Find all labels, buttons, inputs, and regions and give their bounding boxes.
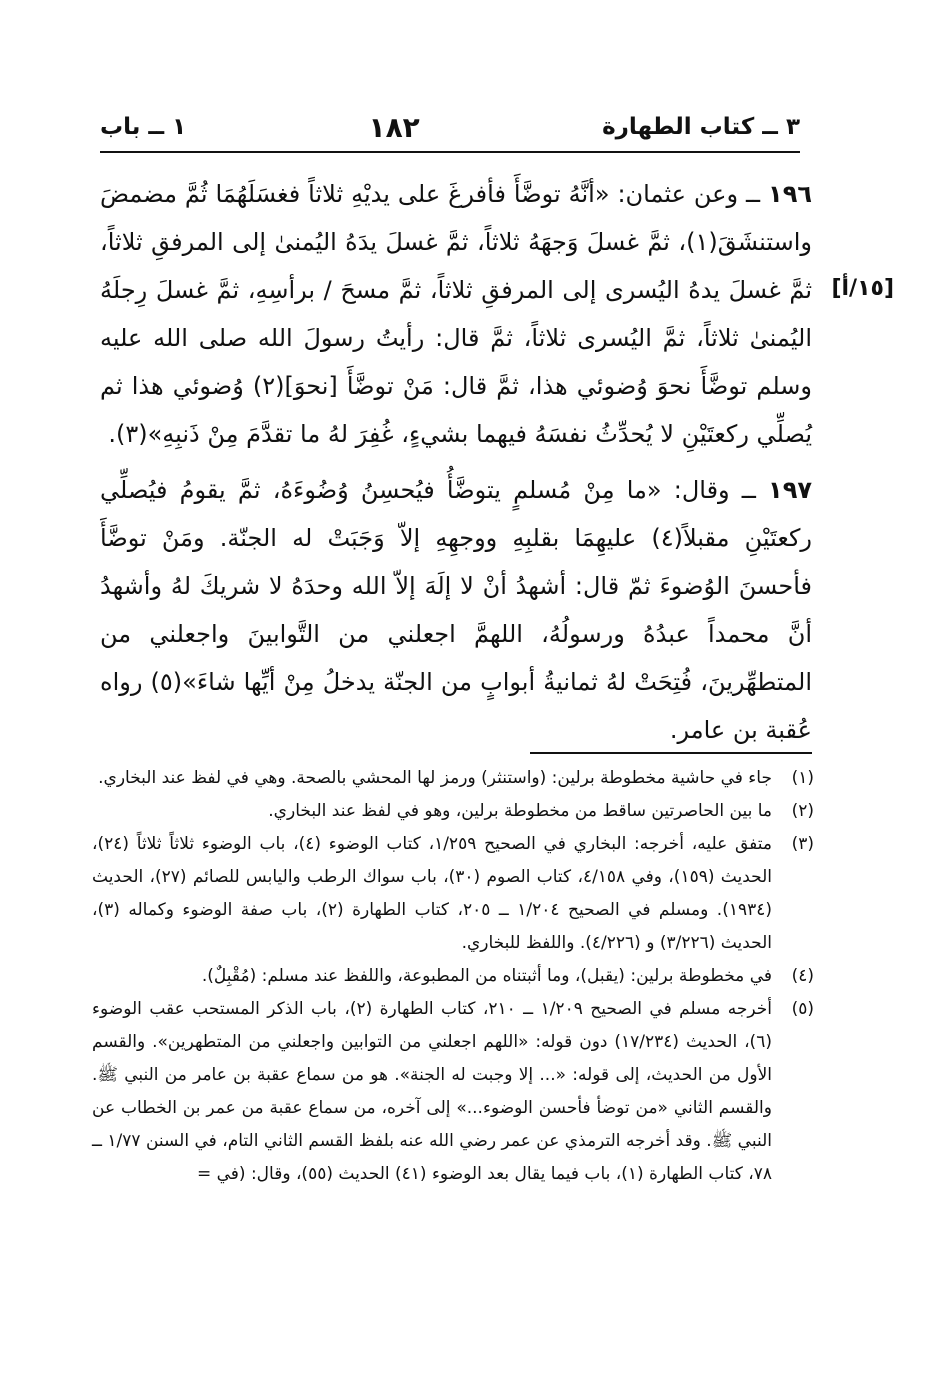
hadith-text: ــ وعن عثمان: «أنَّهُ توضَّأَ فأفرغَ على يديْهِ ثلاثاً فغسَلَهُمَا ثُمَّ مضمضَ واستنشَقَ(١)، ثمَّ غسلَ وَجهَهُ ثلاثاً، ثمَّ غسلَ يدَهُ اليُمنىٰ إلى المرفقِ ثلاثاً، ثمَّ غسلَ يدهُ اليُسرى إلى المرفقِ ثلاثاً، ثمَّ مسحَ / برأسِهِ، ثمَّ غسلَ رِجلَهُ اليُمنىٰ ثلاثاً، ثمَّ اليُسرى ثلاثاً، ثمَّ قال: رأيتُ رسولَ الله صلى الله عليه وسلم توضَّأَ نحوَ وُضوئي هذا، ثمَّ قال: مَنْ توضَّأَ [نحوَ](٢) وُضوئي هذا ثم يُصلِّي ركعتَيْنِ لا يُحدِّثُ نفسَهُ فيهما بشيءٍ، غُفِرَ لهُ ما تقدَّمَ مِنْ ذَنبِهِ»(٣). — [100, 180, 813, 448]
footnote-1 — [92, 762, 814, 795]
page-number: ١٨٢ — [368, 110, 420, 144]
header-divider — [100, 151, 800, 153]
footnote-number: (٤) — [791, 966, 814, 986]
footnote-2 — [92, 795, 814, 828]
footnote-number: (١) — [791, 768, 814, 788]
running-header — [100, 108, 800, 146]
footnote-number: (٣) — [791, 834, 814, 854]
hadith-text: ــ وقال: «ما مِنْ مُسلمٍ يتوضَّأُ فيُحسِنُ وُضُوءَهُ، ثمَّ يقومُ فيُصلِّي ركعتَيْنِ مقبلاً(٤) عليهِمَا بقلبِهِ ووجهِهِ إلاّ وَجَبَتْ له الجنّة. ومَنْ توضَّأَ فأحسنَ الوُضوءَ ثمّ قال: أشهدُ أنْ لا إلَهَ إلاّ الله وحدَهُ لا شريكَ لهُ وأشهدُ أنَّ محمداً عبدُهُ ورسولُهُ، اللهمَّ اجعلني من التَّوابينَ واجعلني من المتطهِّرينَ، فُتِحَتْ لهُ ثمانيةُ أبوابٍ من الجنّة يدخلُ مِنْ أيِّها شاءَ»(٥) رواه عُقبة بن عامر. — [100, 476, 812, 744]
footnote-4 — [92, 960, 814, 993]
hadith-196 — [100, 170, 812, 458]
hadith-number: ١٩٦ — [768, 180, 812, 208]
footnote-text: أخرجه مسلم في الصحيح ١/٢٠٩ ــ ٢١٠، كتاب الطهارة (٢)، باب الذكر المستحب عقب الوضوء (٦)، الحديث (١٧/٢٣٤) دون قوله: «اللهم اجعلني من التوابين واجعلني من المتطهرين». والقسم الأول من الحديث، إلى قوله: «... إلا وجبت له الجنة». هو من سماع عقبة بن عامر من النبي ﷺ. والقسم الثاني «من توضأ فأحسن الوضوء...» إلى آخره، من سماع عقبة من عمر بن الخطاب عن النبي ﷺ. وقد أخرجه الترمذي عن عمر رضي الله عنه بلفظ القسم الثاني التام، في السنن ١/٧٧ ــ ٧٨، كتاب الطهارة (١)، باب فيما يقال بعد الوضوء (٤١) الحديث (٥٥)، وقال: (في = — [92, 999, 772, 1184]
footnote-text: في مخطوطة برلين: (يقبل)، وما أثبتناه من المطبوعة، واللفظ عند مسلم: (مُقْبِلٌ). — [201, 966, 772, 986]
section-title: ١ ــ باب — [100, 114, 187, 140]
footnote-text: متفق عليه، أخرجه: البخاري في الصحيح ١/٢٥٩، كتاب الوضوء (٤)، باب الوضوء ثلاثاً ثلاثاً (٢٤)، الحديث (١٥٩)، وفي ٤/١٥٨، كتاب الصوم (٣٠)، باب سواك الرطب واليابس للصائم (٢٧)، الحديث (١٩٣٤). ومسلم في الصحيح ١/٢٠٤ ــ ٢٠٥، كتاب الطهارة (٢)، باب صفة الوضوء وكماله (٣)، الحديث (٣/٢٢٦) و (٤/٢٢٦). واللفظ للبخاري. — [92, 834, 773, 953]
footnote-number: (٢) — [791, 801, 814, 821]
manuscript-folio-reference: [١٥/أ] — [831, 276, 894, 301]
footnote-number: (٥) — [791, 999, 814, 1019]
footnote-text: جاء في حاشية مخطوطة برلين: (واستنثر) ورمز لها المحشي بالصحة. وهي في لفظ عند البخاري. — [98, 768, 772, 788]
hadith-number: ١٩٧ — [768, 476, 812, 504]
chapter-title: ٣ ــ كتاب الطهارة — [602, 114, 800, 140]
footnotes — [92, 762, 814, 1191]
footnote-text: ما بين الحاصرتين ساقط من مخطوطة برلين، وهو في لفظ عند البخاري. — [268, 801, 772, 821]
footnote-5 — [92, 993, 814, 1191]
footnote-3 — [92, 828, 814, 960]
main-text — [100, 170, 812, 754]
hadith-197 — [100, 466, 812, 754]
footnote-divider — [530, 752, 812, 754]
